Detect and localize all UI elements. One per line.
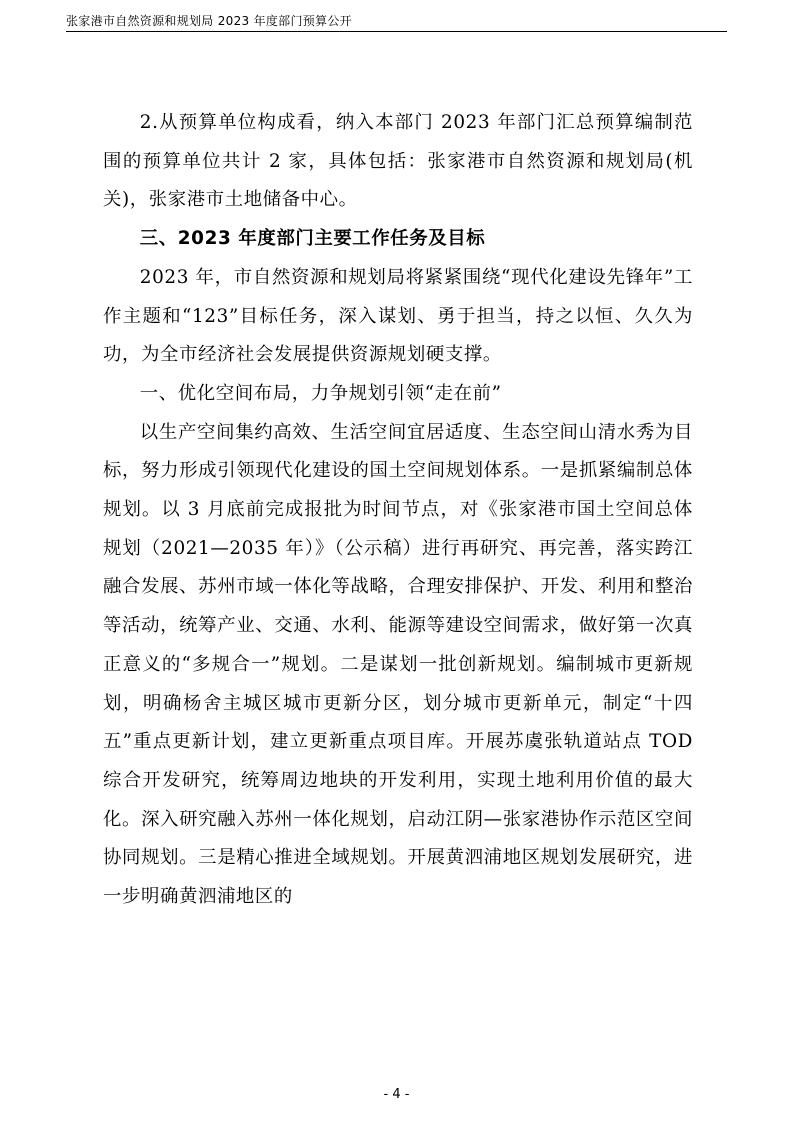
- subheading-spatial-layout: 一、优化空间布局，力争规划引领“走在前”: [139, 382, 502, 404]
- header-divider: [66, 31, 727, 32]
- page-number: - 4 -: [383, 1087, 410, 1102]
- page-header: 张家港市自然资源和规划局 2023 年度部门预算公开: [66, 14, 352, 28]
- section-heading-tasks: 三、2023 年度部门主要工作任务及目标: [139, 228, 486, 250]
- paragraph-budget-units: 2.从预算单位构成看，纳入本部门 2023 年部门汇总预算编制范围的预算单位共计 2 家，具体包括：张家港市自然资源和规划局(机关)，张家港市土地储备中心。: [103, 112, 693, 211]
- paragraph-overview: 2023 年，市自然资源和规划局将紧紧围绕“现代化建设先锋年”工作主题和“123”目标任务，深入谋划、勇于担当，持之以恒、久久为功，为全市经济社会发展提供资源规划硬支撑。: [103, 266, 693, 366]
- document-body: [103, 104, 693, 917]
- paragraph-spatial-planning: 以生产空间集约高效、生活空间宜居适度、生态空间山清水秀为目标，努力形成引领现代化建设的国土空间规划体系。一是抓紧编制总体规划。以 3 月底前完成报批为时间节点，对《张家港市国土空间总体规划（2021—2035 年）》（公示稿）进行再研究、再完善，落实跨江融合发展、苏州市域一体化等战略，合理安排保护、开发、利用和整治等活动，统筹产业、交通、水利、能源等建设空间需求，做好第一次真正意义的“多规合一”规划。二是谋划一批创新规划。编制城市更新规划，明确杨舍主城区城市更新分区，划分城市更新单元，制定“十四五”重点更新计划，建立更新重点项目库。开展苏虞张轨道站点 TOD 综合开发研究，统筹周边地块的开发利用，实现土地利用价值的最大化。深入研究融入苏州一体化规划，启动江阴—张家港协作示范区空间协同规划。三是精心推进全域规划。开展黄泗浦地区规划发展研究，进一步明确黄泗浦地区的: [103, 421, 693, 908]
